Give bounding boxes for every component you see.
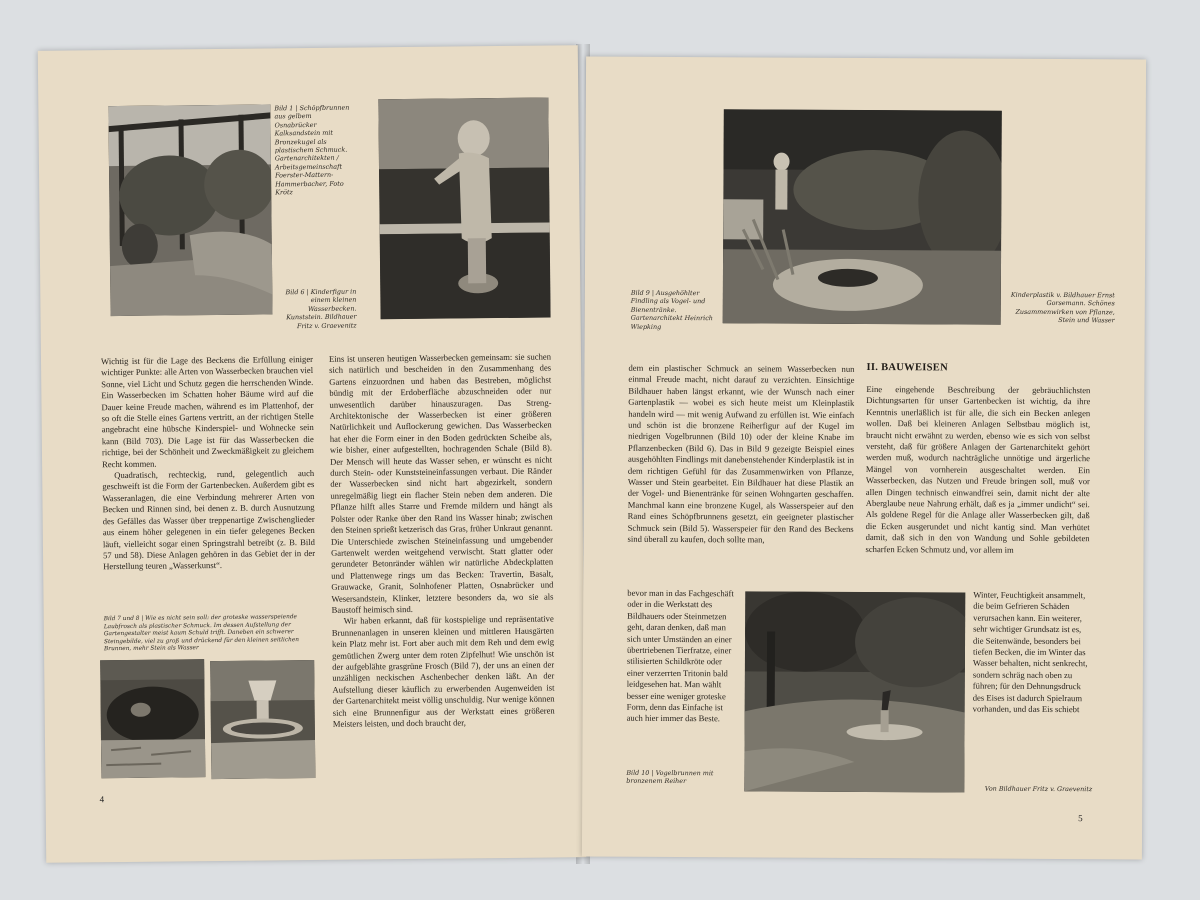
paragraph: Winter, Feuchtigkeit ansammelt, die beim Gefrieren Schäden verursachen kann. Ein weiterer, sehr wichtiger Grundsatz ist es, die Seitenwände, besonders bei tiefen Becken, die im Winter das Wasser behalten, nicht senkrecht, sondern schräg nach oben zu führen; für den Dehnungsdruck des Eises ist dadurch Spielraum vorhanden, und das Eis schiebt xyxy=(972,589,1088,715)
frog-pond-photo xyxy=(100,659,205,778)
left-page xyxy=(38,45,586,863)
paragraph: Eine eingehende Beschreibung der gebräuchlichsten Dichtungsarten für unser Gartenbecken ist wichtig, da ihre Kenntnis unerläßlich ist für alle, die sich ein Becken anlegen wollen. Daß bei kleineren Anlagen Selbstbau möglich ist, braucht nicht erwähnt zu werden, ebenso wie es sich von selbst versteht, daß für größere Anlagen der Gartenarchitekt gehört werden muß, wodurch nachträgliche unnötige und ärgerliche Mängel von vornherein ausgeschaltet werden. Ein Wasserbecken, das Nutzen und Freude bringen soll, muß vor allen Dingen technisch einwandfrei sein, damit nicht der alte Aberglaube neue Nahrung erhält, daß es ja „immer undicht“ sei. Als goldene Regel für die Anlage aller Wasserbecken gilt, daß die Ecken ausgerundet und nicht kantig sind. Man verhütet damit, daß sich in den von Wandung und Sohle gebildeten scharfen Ecken Schmutz und, vor allem im xyxy=(865,384,1091,555)
cherub-statue-photo xyxy=(378,98,550,320)
caption-fig1: Bild 1 | Schöpfbrunnen aus gelbem Osnabrücker Kalksandstein mit Bronzekugel als plastischem Schmuck. Gartenarchitekten / Arbeitsgemeinschaft Foerster-Mattern-Hammerbacher, Foto Krötz xyxy=(274,103,350,197)
paragraph: Eins ist unseren heutigen Wasserbecken gemeinsam: sie suchen sich natürlich und bescheiden in den Zusammenhang des Gartens einzuordnen und haben das Bestreben, möglichst bündig mit der Erdoberfläche abzuschneiden oder nur unwesentlich darüber hinauszuragen. Das Streng-Architektonische der Wasserbecken ist einer größeren Natürlichkeit und Auflockerung gewichen. Das Wasserbecken hat eher die Form einer in den Boden gedrückten Scheibe als, wie bisher, einer aufgestellten, hochragenden Schale (Bild 8). Der Mensch will heute das Wasser sehen, er wünscht es nicht durch Stein- oder Kunststeineinfassungen verbaut. Die Ränder der Wasserbecken sind nicht hart abgezirkelt, sondern unregelmäßig liegt ein flacher Stein neben dem anderen. Die Pflanze hilft alles Starre und Fremde mildern und hängt als Polster oder Ranke über den Rand ins Wasser hinab; zwischen den Steinen sprießt ketzerisch das Gras, früher Unkraut genannt. Die Unterschiede zwischen Steineinfassung und umgebender Gartenwelt werden weitgehend verwischt. Statt glatter oder gerundeter Betonränder wählen wir natürliche Abdeckplatten und Plattenwege rings um das Becken: Travertin, Basalt, Grauwacke, Granit, Solnhofener Platten, Osnabrücker und Wesersandstein, Klinker, letztere besonders da, wo sie als Baustoff heimisch sind. xyxy=(328,351,554,615)
right-text-column-2-narrow xyxy=(972,590,1089,755)
right-text-column-2 xyxy=(865,384,1090,591)
caption-fig10: Bild 10 | Vogelbrunnen mit bronzenem Reiher xyxy=(626,768,714,786)
paragraph: bevor man in das Fachgeschäft oder in die Werkstatt des Bildhauers oder Steinmetzen geht, daran denken, daß man sich unter Umständen an einer übertriebenen Tierfratze, einer stilisierten Schildkröte oder einer verzerrten Tritonin bald leidgesehen hat. Man wählt besser eine weniger groteske Form, denn das Einfache ist auch hier immer das Beste. xyxy=(626,587,734,724)
page-number: 5 xyxy=(1078,813,1083,824)
left-text-column-1 xyxy=(101,354,316,616)
stone-basin-photo xyxy=(210,660,315,779)
caption-fig9: Bild 9 | Ausgehöhlter Findling als Vogel- und Bienentränke. Gartenarchitekt Heinrich Wiepking xyxy=(630,288,713,331)
page-number: 4 xyxy=(99,794,105,805)
section-heading: II. BAUWEISEN xyxy=(866,362,949,374)
caption-fig9-right: Kinderplastik v. Bildhauer Ernst Gorsemann. Schönes Zusammenwirken von Pflanze, Stein und Wasser xyxy=(1010,290,1115,325)
paragraph: dem ein plastischer Schmuck an seinem Wasserbecken nun einmal Freude macht, nicht darauf zu verzichten. Einsichtige Bildhauer haben längst erkannt, wie der Wunsch nach einer Gartenplastik — wobei es sich heute meist um Kleinplastik handeln wird — mit wenig Aufwand zu erfüllen ist. Wie einfach und schön ist die bronzene Reiherfigur auf der Kugel im niedrigen Vogelbrunnen (Bild 10) oder der kleine Knabe im Pflanzenbecken (Bild 6). Das in Bild 9 gezeigte Beispiel eines ausgehöhlten Findlings mit danebenstehender Kinderplastik ist in dem richtigen Gefühl für das Zusammenwirken von Pflanze, Wasser und Stein gearbeitet. Ein Bildhauer hat diese Plastik an der Vogel- und Bienentränke für seinen Wohngarten geschaffen. Manchmal kann eine bronzene Kugel, als Wasserspeier auf den Rand eines Schöpfbrunnens gesetzt, ein geeigneter plastischer Schmuck sein (Bild 5). Wasserspeier für den Rand des Beckens sind überall zu kaufen, doch sollte man, xyxy=(627,362,855,545)
caption-fig7-8: Bild 7 und 8 | Wie es nicht sein soll: der groteske wasserspeiende Laubfrosch als plastischer Schmuck. Im dessen Aufstellung der Gartengestalter meist kaum Schuld trifft. Daneben ein schwerer Steingebilde, viel zu groß und drückend für den kleinen seitlichen Brunnen, mehr Stein als Wasser xyxy=(103,614,300,653)
right-text-column-1 xyxy=(627,363,854,590)
paragraph: Quadratisch, rechteckig, rund, gelegentlich auch geschweift ist die Form der Gartenbecken. Außerdem gibt es Wasseranlagen, die eine Verbindung mehrerer Arten von Becken und Rinnen sind, bei denen z. B. durch Ausnutzung des Gefälles das Wasser über treppenartige Zwischenglieder aus einem höher gelegenen in ein tiefer gelegenes Becken läuft, vielleicht sogar einen Springstrahl betreibt (z. B. Bild 57 und 58). Diese Anlagen gehören in das Gebiet der in der Herstellung teuren „Wasserkunst“. xyxy=(102,468,316,572)
right-text-column-1-narrow xyxy=(626,588,739,749)
paragraph: Wir haben erkannt, daß für kostspielige und repräsentative Brunnenanlagen in unseren kleinen und mittleren Hausgärten kein Platz mehr ist. Fort aber auch mit dem Reh und dem ewig gemütlichen Zwerg unter dem roten Zipfelhut! Wie unschön ist der aufgeblähte grasgrüne Frosch (Bild 7), der uns an einen der unzähligen neckischen Aschenbecher denken läßt. An der Aufstellung dieser käuflich zu erwerbenden Augenweiden ist der Gartenarchitekt meist völlig unschuldig. Nur wenige können sich eine Brunnenfigur aus der Werkstatt eines größeren Meisters leisten, und doch braucht der, xyxy=(331,613,555,729)
heron-fountain-photo xyxy=(744,591,965,792)
garden-pergola-photo xyxy=(108,104,272,316)
boulder-birdbath-photo xyxy=(723,109,1002,324)
left-text-column-2 xyxy=(329,351,556,805)
caption-fig6: Bild 6 | Kinderfigur in einem kleinen Wasserbecken. Kunststein. Bildhauer Fritz v. Graevenitz xyxy=(285,287,357,330)
caption-fig10-right: Von Bildhauer Fritz v. Graevenitz xyxy=(984,784,1093,794)
paragraph: Wichtig ist für die Lage des Beckens die Erfüllung einiger wichtiger Punkte: alle Arten von Wasserbecken brauchen viel Sonne, viel Licht und Schutz gegen die herrschenden Winde. Ein Wasserbecken im Schatten hoher Bäume wird auf die Dauer keine Freude machen, während es im Plattenhof, der so oft die Stelle eines Gartens vertritt, an der richtigen Stelle angebracht eine hübsche Kinderspiel- und Wohnecke sein kann (Bild 703). Die Lage ist für das Wasserbecken die richtige, bei der Schönheit und Zweckmäßigkeit zu gleichem Recht kommen. xyxy=(100,353,315,469)
right-page xyxy=(582,57,1146,860)
